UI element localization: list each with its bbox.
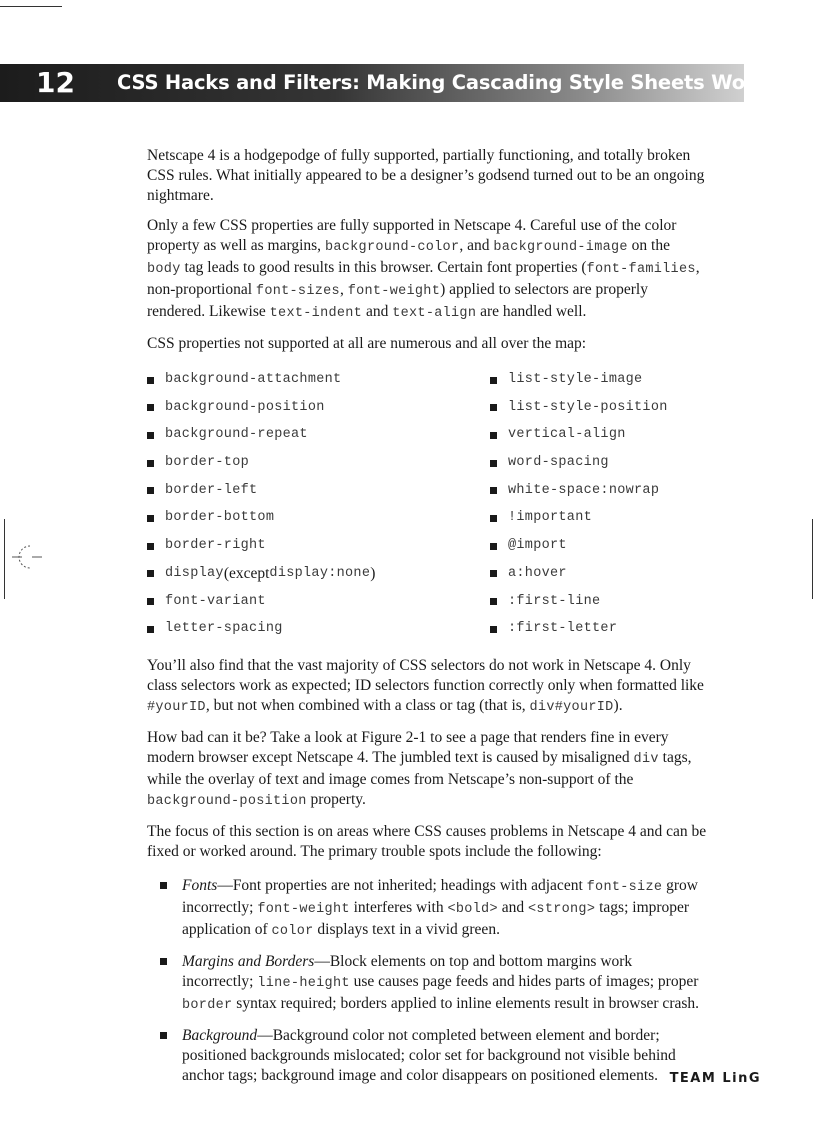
list-item: list-style-position	[490, 398, 707, 418]
list-item: border-left	[147, 481, 490, 501]
paragraph-intro: Netscape 4 is a hodgepodge of fully supported, partially functioning, and totally broken CSS rules. What initially appeared to be a designer’s godsend turned out to be an ongoing nightmare.	[147, 147, 705, 204]
list-item: background-attachment	[147, 370, 490, 390]
chapter-title: CSS Hacks and Filters: Making Cascading Style Sheets Work	[117, 71, 768, 94]
list-item: a:hover	[490, 564, 707, 584]
right-margin-mark	[812, 519, 813, 599]
list-item: word-spacing	[490, 453, 707, 473]
list-item: border-bottom	[147, 508, 490, 528]
trouble-spots-list	[147, 876, 707, 1086]
list-item: :first-line	[490, 592, 707, 612]
paragraph-focus: The focus of this section is on areas where CSS causes problems in Netscape 4 and can be fixed or worked around. The primary trouble spots include the following:	[147, 823, 707, 861]
list-item: font-variant	[147, 592, 490, 612]
list-item: background-repeat	[147, 425, 490, 445]
paragraph-figure-ref: How bad can it be? Take a look at Figure 2-1 to see a page that renders fine in every modern browser except Netscape 4. The jumbled text is caused by misaligned div tags, while the overlay of text and image comes from Netscape’s non-support of the background-position property.	[147, 729, 692, 810]
list-item: background-position	[147, 398, 490, 418]
list-item: letter-spacing	[147, 619, 490, 639]
footer-mark: TEAM LinG	[669, 1071, 761, 1086]
left-margin-mark	[4, 519, 5, 599]
list-item: !important	[490, 508, 707, 528]
list-item: vertical-align	[490, 425, 707, 445]
chapter-header	[0, 64, 768, 102]
list-item: border-right	[147, 536, 490, 556]
list-item: display (except display:none )	[147, 564, 490, 584]
unsupported-properties-list	[147, 370, 707, 639]
list-item: :first-letter	[490, 619, 707, 639]
list-item: Background—Background color not completed between element and border; positioned backgrounds mislocated; color set for background not visible behind anchor tags; background image and color disappears on positioned elements.	[147, 1026, 707, 1086]
list-item: @import	[490, 536, 707, 556]
paragraph-supported: Only a few CSS properties are fully supported in Netscape 4. Careful use of the color property as well as margins, background-color, and background-image on the body tag leads to good results in this browser. Certain font properties (font-families, non-proportional font-sizes, font-weight) applied to selectors are properly rendered. Likewise text-indent and text-align are handled well.	[147, 217, 700, 321]
list-item: Margins and Borders—Block elements on top and bottom margins work incorrectly; line-height use causes page feeds and hides parts of images; proper border syntax required; borders applied to inline elements result in browser crash.	[147, 952, 707, 1016]
top-rule	[0, 6, 62, 7]
paragraph-selectors: You’ll also find that the vast majority of CSS selectors do not work in Netscape 4. Only class selectors work as expected; ID selectors function correctly only when formatted like #yourID, but not when combined with a class or tag (that is, div#yourID).	[147, 657, 704, 716]
list-item: Fonts—Font properties are not inherited; headings with adjacent font-size grow incorrectly; font-weight interferes with <bold> and <strong> tags; improper application of color displays text in a vivid green.	[147, 876, 707, 942]
registration-mark-icon	[12, 544, 42, 584]
list-item: border-top	[147, 453, 490, 473]
paragraph-unsupported-intro: CSS properties not supported at all are numerous and all over the map:	[147, 335, 587, 352]
list-item: white-space:nowrap	[490, 481, 707, 501]
list-item: list-style-image	[490, 370, 707, 390]
chapter-number: 12	[36, 66, 75, 99]
page-body	[147, 146, 707, 1096]
